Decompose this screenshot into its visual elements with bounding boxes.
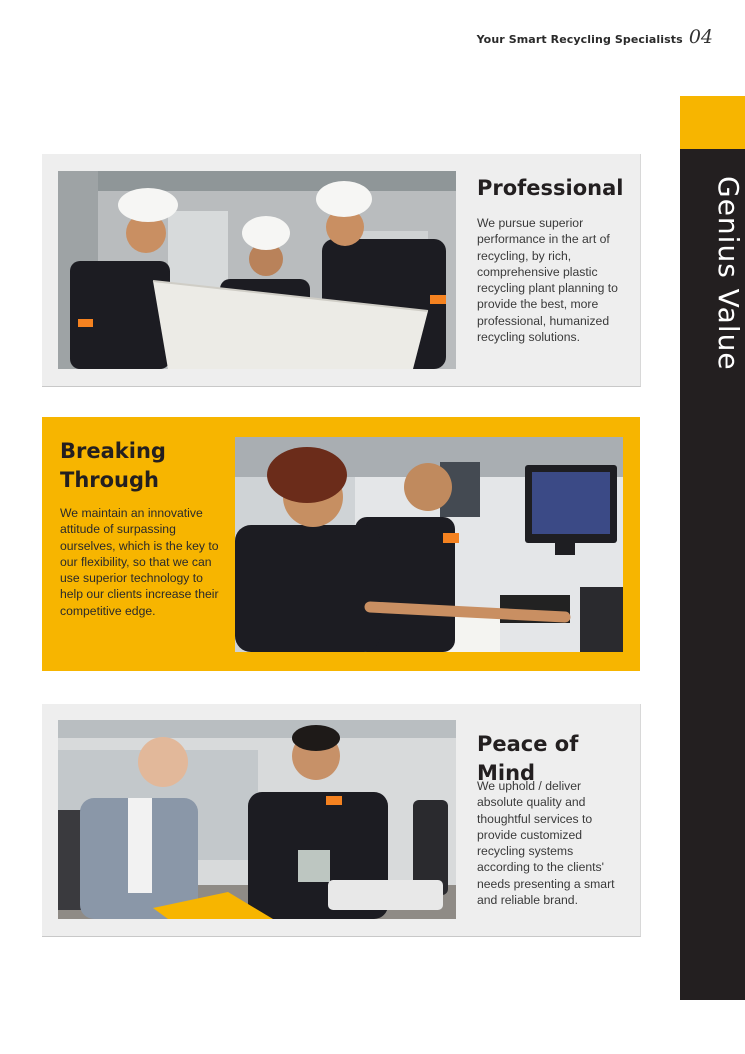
peace-of-mind-text: We uphold / deliver absolute quality and thoughtful services to provide customized recycling systems according to the clients' needs presenting a smart and reliable brand.: [477, 779, 615, 908]
sidebar-title: Genius Value: [712, 176, 745, 371]
professional-panel: [42, 154, 641, 387]
peace-of-mind-panel: [42, 704, 641, 937]
peace-of-mind-title: Peace of Mind: [477, 732, 579, 785]
breaking-through-panel: [42, 417, 640, 671]
breaking-through-title: [60, 437, 230, 495]
professional-title: Professional: [477, 176, 624, 200]
page-header: [477, 26, 713, 48]
breaking-through-photo: [235, 437, 623, 652]
header-tagline: Your Smart Recycling Specialists: [476, 33, 683, 46]
page-number: 04: [688, 26, 713, 48]
breaking-through-title-line2: Through: [60, 468, 159, 492]
sidebar-accent-block: [680, 96, 745, 149]
breaking-through-title-line1: Breaking: [60, 439, 166, 463]
professional-photo: [58, 171, 456, 369]
professional-text: We pursue superior performance in the art of recycling, by rich, comprehensive plastic recycling plant planning to provide the best, more professional, humanized recycling solutions.: [477, 216, 618, 345]
peace-of-mind-photo: [58, 720, 456, 919]
breaking-through-text: We maintain an innovative attitude of surpassing ourselves, which is the key to our flexibility, so that we can use superior technology to help our clients increase their competitive edge.: [60, 506, 219, 618]
